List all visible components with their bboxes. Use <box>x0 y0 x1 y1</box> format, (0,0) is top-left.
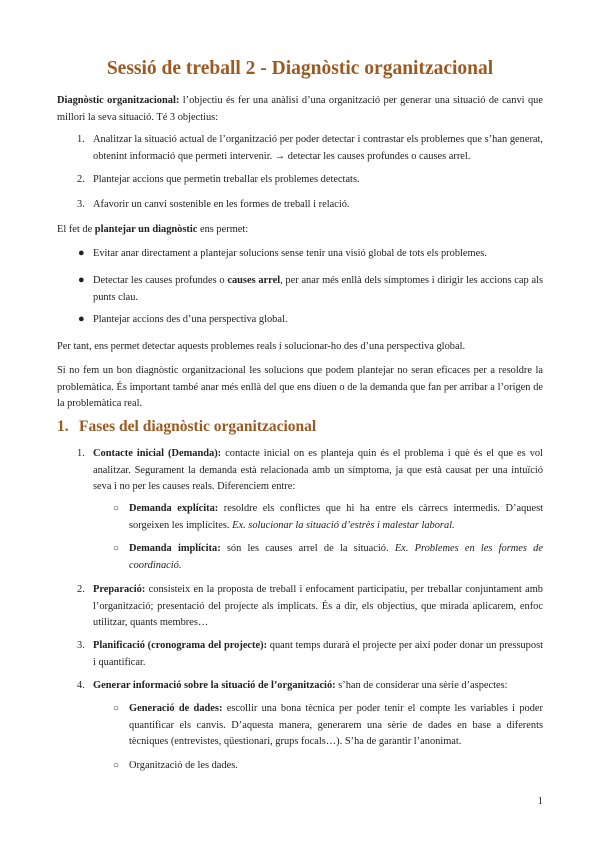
plantejar-paragraph <box>57 222 543 239</box>
circle-bullet-icon: ○ <box>113 503 120 514</box>
page-number: 1 <box>537 796 543 807</box>
benefit-item <box>93 312 543 329</box>
demand-text: resoldre els conflictes que hi ha entre els càrrecs intermedis. D’aquest sorgeixen les implícites. <box>129 503 543 531</box>
plantejar-bold: plantejar un diagnòstic <box>94 224 198 235</box>
objective-item: Afavorir un canvi sostenible en les formes de treball i relació. <box>93 199 350 210</box>
objective-item: Plantejar accions que permetin treballar els problemes detectats. <box>93 174 360 185</box>
info-aspect-item <box>129 701 543 751</box>
intro-text: l’objectiu és fer una anàlisi d’una organització per generar una situació de canvi que millori la seva situació. Té 3 objectius: <box>57 95 543 123</box>
benefit-text: Detectar les causes profundes o <box>93 275 228 286</box>
circle-bullet-icon: ○ <box>113 543 120 554</box>
benefit-bold: causes arrel <box>227 275 281 286</box>
demand-item <box>129 541 543 574</box>
circle-bullet-icon: ○ <box>113 703 120 714</box>
phase-item <box>93 638 543 671</box>
bullet-icon: ● <box>78 274 85 286</box>
benefit-item <box>93 246 543 263</box>
bullet-icon: ● <box>78 313 85 325</box>
demand-term: Demanda implícita: <box>129 543 221 554</box>
phase-text: quant temps durarà el projecte per així poder donar un pressupost i quantificar. <box>93 640 544 668</box>
demand-term: Demanda explícita: <box>129 503 219 514</box>
phase-text: s’han de considerar una sèrie d’aspectes: <box>335 680 508 691</box>
section-number: 1. <box>57 418 69 435</box>
info-aspect-text: Organització de les dades. <box>129 760 238 771</box>
demand-text: són les causes arrel de la situació. <box>220 543 395 554</box>
paragraph-diagnostic: Si no fem un bon diagnòstic organitzacional les solucions que podem plantejar no seran eficaces per a resoldre la problemàtica. És important també anar més enllà del que ens diuen o de la demanda que fan per arribar a l’origen de la problemàtica real. <box>57 365 543 409</box>
intro-paragraph <box>57 93 543 126</box>
demand-example: Ex. Problemes en les formes de coordinació. <box>129 543 543 571</box>
plantejar-pre: El fet de <box>57 224 95 235</box>
phase-item <box>93 678 543 695</box>
intro-term: Diagnòstic organitzacional: <box>57 95 180 106</box>
info-aspect-term: Generació de dades: <box>129 703 223 714</box>
info-aspect-item <box>129 758 543 775</box>
phase-text: consisteix en la proposta de treball i enfocament participatiu, per treballar conjuntament amb l’organització; presentació del projecte als implicats. És a dir, els objectius, que mirada aplicarem, enfoc utilitzar, quants membres… <box>93 584 543 628</box>
paragraph-per-tant: Per tant, ens permet detectar aquests problemes reals i solucionar-ho des d’una perspectiva global. <box>57 341 466 352</box>
benefit-text: Evitar anar directament a plantejar solucions sense tenir una visió global de tots els problemes. <box>93 248 487 259</box>
benefit-item <box>93 273 543 306</box>
demand-item <box>129 501 543 534</box>
phase-term: Contacte inicial (Demanda): <box>93 448 222 459</box>
objective-item: Analitzar la situació actual de l’organització per poder detectar i contrastar els problemes que s’han generat, obtenint informació que permeti intervenir. → detectar les causes profundes o causes arrel. <box>93 134 543 162</box>
section-heading <box>57 418 316 436</box>
benefit-text: , per anar més enllà dels símptomes i dirigir les accions cap als punts clau. <box>93 275 543 303</box>
section-title: Fases del diagnòstic organitzacional <box>79 418 317 435</box>
plantejar-post: ens permet: <box>197 224 249 235</box>
phase-number: 1. <box>77 448 85 459</box>
phase-number: 3. <box>77 640 85 651</box>
objective-number: 2. <box>77 174 85 185</box>
phase-term: Preparació: <box>93 584 146 595</box>
objective-number: 1. <box>77 134 85 145</box>
page-title: Sessió de treball 2 - Diagnòstic organitzacional <box>106 58 494 79</box>
phase-item <box>93 446 543 496</box>
info-aspect-text: escollir una bona tècnica per poder tenir el compte les variables i poder quantificar els canvis. D’aquesta manera, generarem una sèrie de dades en base a diferents tècniques (entrevistes, qüestionari, grups focals…). S’ha de garantir l’anonimat. <box>129 703 543 747</box>
circle-bullet-icon: ○ <box>113 760 120 771</box>
phase-number: 2. <box>77 584 85 595</box>
phase-item <box>93 582 543 632</box>
phase-term: Generar informació sobre la situació de l’organització: <box>93 680 336 691</box>
objective-number: 3. <box>77 199 85 210</box>
bullet-icon: ● <box>78 247 85 259</box>
benefit-text: Plantejar accions des d’una perspectiva global. <box>93 314 288 325</box>
phase-term: Planificació (cronograma del projecte): <box>93 640 268 651</box>
phase-text: contacte inicial on es planteja quin és el problema i què és el que es vol analitzar. Segurament la demanda està relacionada amb un símptoma, ja que està causat per una intuïció seva i no per les causes reals. Diferenciem entre: <box>93 448 544 492</box>
phase-number: 4. <box>77 680 85 691</box>
demand-example: Ex. solucionar la situació d’estrès i malestar laboral. <box>232 519 455 531</box>
